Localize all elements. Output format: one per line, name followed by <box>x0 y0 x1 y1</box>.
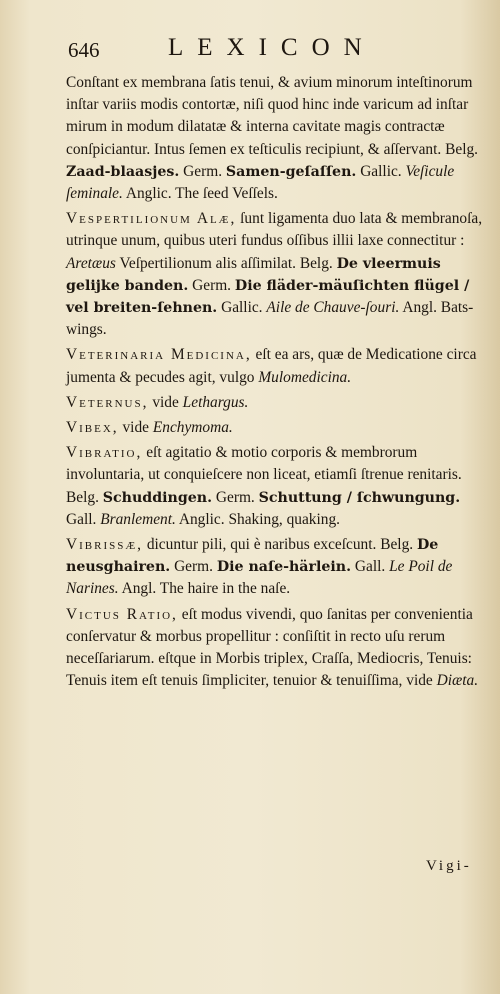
entry-veterinaria-medicina <box>66 344 486 388</box>
dutch-term: De neusghairen. <box>66 537 439 576</box>
entry-vesiculae-continuation <box>66 72 486 205</box>
entry-text: Gall. <box>66 510 101 528</box>
cross-reference: Diæta. <box>436 672 479 690</box>
lexicon-body <box>66 72 486 695</box>
entry-text: dicuntur pili, qui è naribus exceſcunt. Belg. <box>142 536 417 554</box>
running-head: LEXICON <box>168 34 376 61</box>
catchword: Vigi- <box>426 858 472 874</box>
headword: Victus Ratio, <box>66 605 178 623</box>
dutch-term: Zaad-blaasjes. <box>66 163 180 180</box>
entry-vibrissae <box>66 534 486 601</box>
french-term: Branlement. <box>100 510 176 528</box>
entry-victus-ratio <box>66 604 486 693</box>
entry-text: eſt agitatio & motio corporis & membrorum involuntaria, ut conquieſcere non liceat, etiamſi ſtrenue renitaris. Belg. <box>66 444 462 506</box>
headword: Vibratio, <box>66 444 143 462</box>
german-term: Samen-geſaſſen. <box>225 163 357 180</box>
entry-text: vide <box>118 419 153 437</box>
headword: Vespertilionum Alæ, <box>66 210 237 228</box>
headword: Veternus, <box>66 393 149 411</box>
entry-text: eſt ea ars, quæ de Medicatione circa jumenta & pecudes agit, vulgo <box>66 346 477 386</box>
cross-reference: Lethargus. <box>182 393 249 411</box>
entry-text: vide <box>148 393 183 411</box>
entry-text: Germ. <box>188 276 235 294</box>
entry-text: Germ. <box>212 488 259 506</box>
french-term: Aile de Chauve-ſouri. <box>266 299 400 317</box>
cross-reference: Enchymoma. <box>152 419 233 437</box>
german-term: Schuttung / ſchwungung. <box>258 489 461 506</box>
page-header <box>68 34 488 68</box>
german-term: Die fläder-mäuſichten flügel / vel breiten-ſehnen. <box>66 277 470 317</box>
entry-text: Angl. The haire in the naſe. <box>118 580 291 598</box>
headword: Veterinaria Medicina, <box>66 346 252 364</box>
entry-text: Anglic. The ſeed Veſſels. <box>122 185 278 203</box>
headword: Vibrissæ, <box>66 536 143 554</box>
entry-text: Gall. <box>351 558 390 576</box>
entry-veternus <box>66 392 486 414</box>
entry-text: Germ. <box>170 558 217 576</box>
entry-text: Germ. <box>179 162 226 180</box>
entry-vibex <box>66 417 486 439</box>
french-term: Veſicule ſeminale. <box>66 162 455 203</box>
french-term: Le Poil de Narines. <box>66 558 453 598</box>
entry-text: Veſpertilionum alis aſſimilat. Belg. <box>115 254 337 272</box>
entry-text: ſunt ligamenta duo lata & membranoſa, utrinque unum, quibus uteri fundus oſſibus illii laxe connectitur : <box>66 210 483 250</box>
dutch-term: De vleermuis gelijke banden. <box>66 255 441 294</box>
entry-text: Angl. Bats-wings. <box>66 299 474 339</box>
entry-text: Gallic. <box>356 162 406 180</box>
entry-text: Conſtant ex membrana ſatis tenui, & avium minorum inteſtinorum inſtar variis modis contortæ, niſi quod hinc inde varicum ad inſtar mirum in modum dilatatæ & interna cavitate magis contractæ conſpiciantur. Intus ſemen ex teſticulis recipiunt, & aſſervant. Belg. <box>66 74 479 158</box>
author-name: Aretæus <box>66 254 116 272</box>
cross-reference: Mulomedicina. <box>258 368 352 386</box>
entry-vibratio <box>66 442 486 531</box>
dutch-term: Schuddingen. <box>102 489 213 506</box>
entry-text: Anglic. Shaking, quaking. <box>175 510 341 528</box>
page-number: 646 <box>68 38 100 62</box>
entry-vespertilionum-alae <box>66 208 486 341</box>
entry-text: eſt modus vivendi, quo ſanitas per convenientia conſervatur & morbus propellitur : conſiſtit in recto uſu rerum neceſſariarum. eſtque in Morbis triplex, Craſſa, Mediocris, Tenuis: Tenuis item eſt tenuis ſimpliciter, tenuior & tenuiſſima, vide <box>66 605 473 690</box>
german-term: Die naſe-härlein. <box>216 559 352 576</box>
entry-text: Gallic. <box>217 299 267 317</box>
headword: Vibex, <box>66 419 119 437</box>
